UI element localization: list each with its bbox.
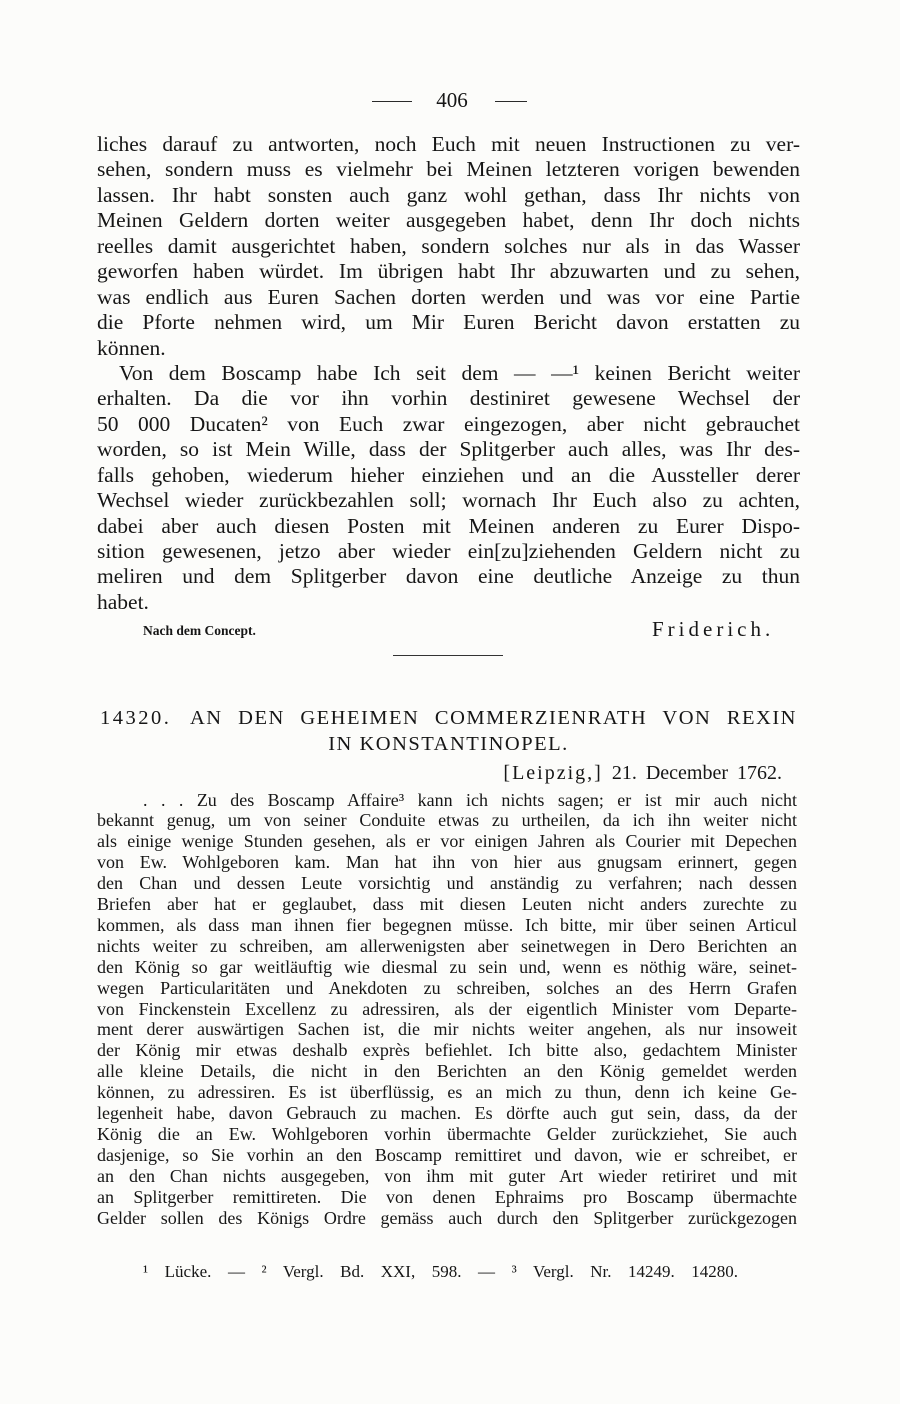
body-line: der König mir etwas deshalb exprès befiehlet. Ich bitte also, gedachtem Minister [97,1040,797,1061]
body-line: König die an Ew. Wohlgeboren vorhin übermachte Gelder zurückziehet, Sie auch [97,1124,797,1144]
dateline-date: 21. December 1762. [611,762,782,784]
footnote-marker: ² [261,1262,267,1281]
footnote-text: Vergl. Bd. XXI, 598. [282,1262,462,1281]
body-line: dasjenige, so Sie vorhin an den Boscamp remittiret und davon, wie er schreibet, er [97,1144,797,1165]
paragraph [97,361,800,615]
body-line: als einige wenige Stunden gesehen, als er vor einigen Jahren als Courier mit Depechen [97,831,797,852]
text-line: reelles damit ausgerichtet haben, sondern solches nur als in das Wasser [97,233,800,258]
body-line: alle kleine Details, die nicht in den Berichten an den König gemeldet werden [97,1061,797,1082]
letter-heading-line: AN DEN GEHEIMEN COMMERZIENRATH VON REXIN [190,707,797,729]
text-line: die Pforte nehmen wird, um Mir Euren Bericht davon erstatten zu [97,310,800,335]
text-line: können. [97,335,166,360]
text-line: geworfen haben würdet. Im übrigen habt Ihr abzuwarten und zu sehen, [97,259,800,284]
body-line: . . . Zu des Boscamp Affaire³ kann ich nichts sagen; er ist mir auch nicht [143,789,797,810]
text-line: meliren und dem Splitgerber davon eine deutliche Anzeige zu thun [97,564,800,589]
text-line: Von dem Boscamp habe Ich seit dem — —¹ keinen Bericht weiter [119,360,800,385]
text-line: lassen. Ihr habt sonsten auch ganz wohl gethan, dass Ihr nichts von [97,182,800,207]
body-line: an Splitgerber remittireten. Die von denen Ephraims pro Boscamp übermachte [97,1186,797,1207]
body-line: wegen Particularitäten und Anekdoten zu schreiben, solches an des Herrn Grafen [97,977,797,998]
source-note: Nach dem Concept. [143,623,256,638]
body-line: kommen, als dass man ihnen fier begegnen müsse. Ich bitte, mir über seinen Articul [97,914,797,935]
text-line: habet. [97,589,149,614]
body-line: legenheit habe, davon Gebrauch zu machen. Es dörfte auch gut sein, dass, da der [97,1103,797,1124]
letter-heading-line: IN KONSTANTINOPEL. [328,733,569,755]
dateline-place: [Leipzig,] [503,762,603,784]
text-line: dabei aber auch diesen Posten mit Meinen anderen zu Eurer Dispo- [97,513,800,538]
previous-letter-text [97,132,800,615]
body-line: an den Chan nichts ausgegeben, von ihm mit guter Art wieder retiriret und mit [97,1165,797,1186]
body-line: von Ew. Wohlgeboren kam. Man hat ihn von hier aus gnugsam erinnert, gegen [97,852,797,873]
text-line: liches darauf zu antworten, noch Euch mit neuen Instructionen zu ver- [97,132,800,156]
body-line: bekannt genug, um von seiner Conduite etwas zu urtheilen, da ich ihn weiter nicht [97,810,797,831]
footnote-marker: ¹ [143,1262,149,1281]
text-line: Meinen Geldern dorten weiter ausgegeben habet, denn Ihr doch nichts [97,208,800,233]
page-number: 406 [436,88,468,112]
footnote-separator: — [227,1262,245,1281]
dateline [503,761,782,785]
body-line: von Finckenstein Excellenz zu adressiren, als der eigentlich Minister vom Departe- [97,998,797,1019]
page-number-rule-left [372,101,412,102]
text-line: erhalten. Da die vor ihn vorhin destiniret gewesene Wechsel der [97,386,800,411]
signature: Friderich. [652,617,775,641]
body-line: ment derer auswärtigen Sachen ist, die mir nichts weiter angehen, als nur insoweit [97,1019,797,1040]
body-line: Briefen aber hat er geglaubet, dass mit diesen Leuten nicht anders zurechte zu [97,894,797,915]
body-line: den König so gar weitläuftig wie diesmal zu sein und, wenn es nöthig wäre, seinet- [97,956,797,977]
paragraph [97,132,800,361]
footnotes [143,1261,738,1283]
letter-body [97,790,797,1229]
footnote-text: Lücke. [164,1262,212,1281]
section-divider [393,655,503,656]
body-line: Gelder sollen des Königs Ordre gemäss auch durch den Splitgerber zurückgezogen [97,1207,797,1228]
body-line: den Chan und dessen Leute vorsichtig und anständig zu verfahren; nach dessen [97,873,797,894]
letter-number: 14320. [100,707,172,729]
text-line: sehen, sondern muss es vielmehr bei Meinen letzteren vorigen bewenden [97,157,800,182]
text-line: worden, so ist Mein Wille, dass der Splitgerber auch alles, was Ihr des- [97,437,800,462]
text-line: falls gehoben, wiederum hieher einziehen und an die Aussteller derer [97,462,800,487]
page-number-rule-right [495,101,527,102]
footnote-marker: ³ [511,1262,517,1281]
footnote-separator: — [478,1262,496,1281]
text-line: Wechsel wieder zurückbezahlen soll; wornach Ihr Euch also zu achten, [97,488,800,513]
text-line: was endlich aus Euren Sachen dorten werden und was vor eine Partie [97,284,800,309]
text-line: sition gewesenen, jetzo aber wieder ein[zu]ziehenden Geldern nicht zu [97,539,800,563]
text-line: 50 000 Ducaten² von Euch zwar eingezogen, aber nicht gebrauchet [97,411,800,436]
footnote-text: Vergl. Nr. 14249. 14280. [532,1262,739,1281]
body-line: nichts weiter zu schreiben, am allerwenigsten aber seinetwegen in Dero Berichten an [97,935,797,956]
body-line: können, zu adressiren. Es ist überflüssig, es an mich zu thun, denn ich keine Ge- [97,1082,797,1103]
